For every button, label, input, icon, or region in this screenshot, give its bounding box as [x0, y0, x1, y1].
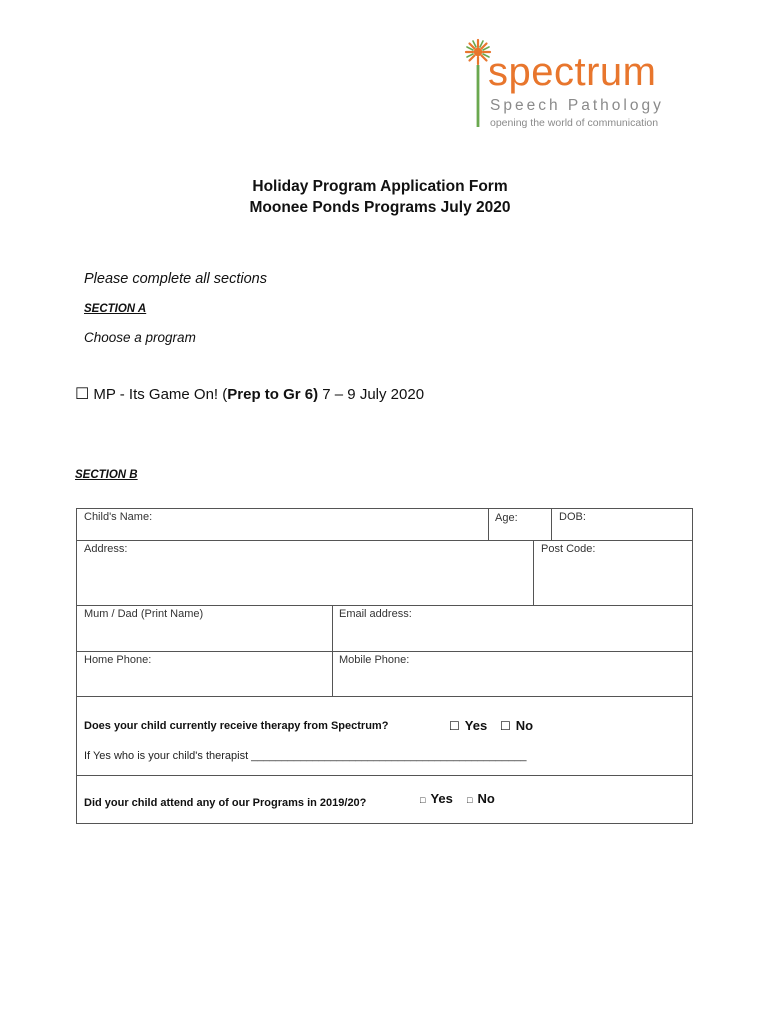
program-dates: 7 – 9 July 2020 [318, 386, 425, 403]
instruction-text: Please complete all sections [84, 271, 267, 287]
attend-yes-label: Yes [430, 791, 453, 806]
attend-no-option[interactable] [467, 792, 495, 805]
age-field[interactable]: Age: [495, 512, 518, 524]
therapy-no-checkbox[interactable]: ☐ [500, 719, 511, 733]
therapy-yes-label: Yes [464, 718, 488, 733]
brand-tagline: opening the world of communication [490, 117, 659, 129]
brand-name: spectrum [488, 50, 657, 94]
therapy-no-option[interactable] [500, 719, 533, 732]
form-subtitle: Moonee Ponds Programs July 2020 [249, 199, 511, 216]
section-a-heading: SECTION A [84, 303, 147, 315]
therapist-name-field[interactable]: If Yes who is your child's therapist _____________________________________________ [84, 750, 527, 762]
application-form-table [76, 508, 693, 824]
section-b-heading: SECTION B [75, 469, 138, 481]
form-title: Holiday Program Application Form [252, 178, 508, 195]
therapy-yes-option[interactable] [449, 719, 487, 732]
home-phone-field[interactable]: Home Phone: [84, 654, 152, 666]
email-field[interactable]: Email address: [339, 608, 412, 620]
choose-program-label: Choose a program [84, 330, 196, 345]
parent-name-field[interactable]: Mum / Dad (Print Name) [84, 608, 204, 620]
program-option[interactable] [75, 387, 424, 403]
address-field[interactable]: Address: [84, 543, 128, 555]
brand-subtitle: Speech Pathology [490, 97, 664, 114]
dob-field[interactable]: DOB: [559, 511, 586, 523]
post-code-field[interactable]: Post Code: [541, 543, 596, 555]
mobile-phone-field[interactable]: Mobile Phone: [339, 654, 410, 666]
therapy-question: Does your child currently receive therapy from Spectrum? [84, 720, 389, 732]
attend-no-checkbox[interactable]: □ [467, 795, 473, 805]
attend-yes-checkbox[interactable]: □ [420, 795, 426, 805]
program-name: MP - Its Game On! ( [93, 386, 228, 403]
therapy-yes-checkbox[interactable]: ☐ [449, 719, 460, 733]
attend-no-label: No [477, 791, 495, 806]
attend-question: Did your child attend any of our Programs in 2019/20? [84, 797, 367, 809]
child-name-field[interactable]: Child's Name: [84, 511, 153, 523]
therapy-no-label: No [515, 718, 534, 733]
program-grades: Prep to Gr 6) [227, 386, 319, 403]
attend-yes-option[interactable] [420, 792, 453, 805]
program-checkbox[interactable]: ☐ [75, 386, 90, 403]
